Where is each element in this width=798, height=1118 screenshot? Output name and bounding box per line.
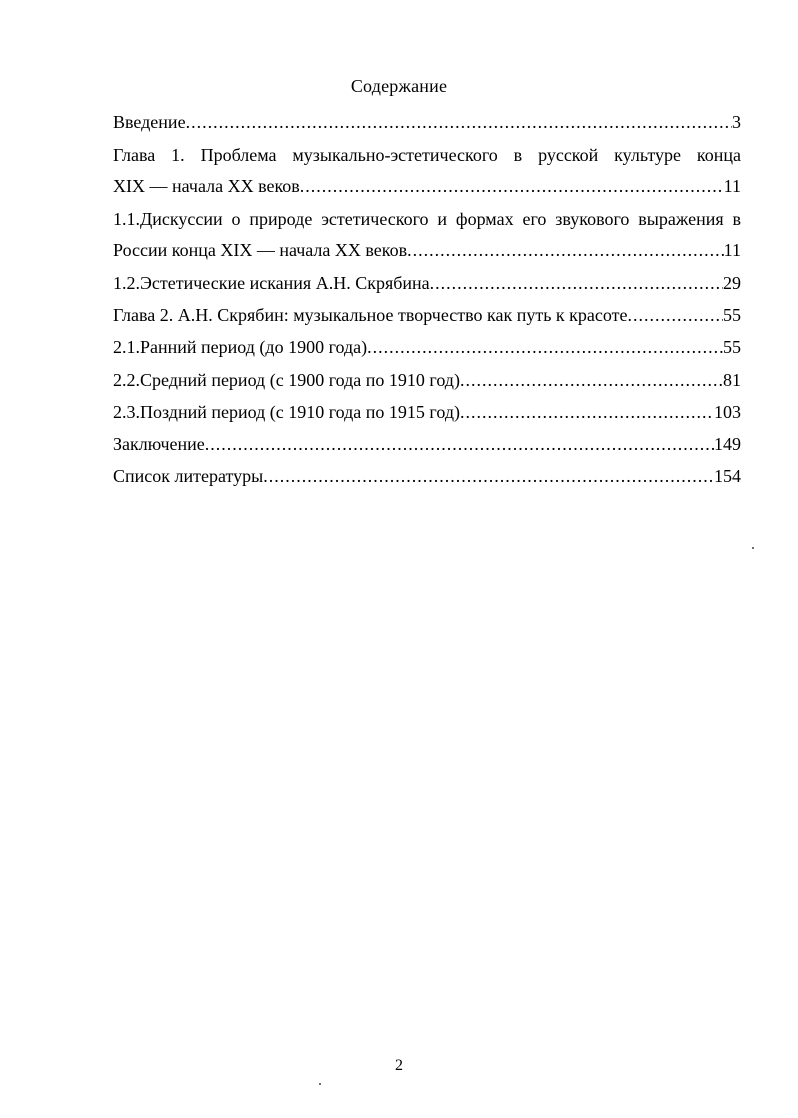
dot-leader <box>460 368 723 392</box>
toc-entry-section-2-2 <box>113 368 741 392</box>
dot-leader <box>407 238 724 262</box>
toc-entry-label: Список литературы <box>113 466 264 486</box>
toc-entry-page: 154 <box>714 466 741 486</box>
dot-leader <box>186 110 732 134</box>
toc-entry-references <box>113 464 741 488</box>
page-number: 2 <box>395 1057 403 1074</box>
toc-entry-label: 1.2.Эстетические искания А.Н. Скрябина <box>113 273 430 293</box>
page-title: Содержание <box>350 76 448 96</box>
toc-entry-label: 1.1.Дискуссии о природе эстетического и формах его звукового выражения в <box>113 209 741 229</box>
toc-entry-page: 149 <box>714 434 741 454</box>
toc-entry-label: Глава 2. А.Н. Скрябин: музыкальное творчество как путь к красоте <box>113 305 628 325</box>
dot-leader <box>300 174 724 198</box>
toc-entry-label: Глава 1. Проблема музыкально-эстетического в русской культуре конца <box>113 145 741 165</box>
toc-entry-page: 3 <box>732 112 741 132</box>
toc-entry-label: 2.2.Средний период (с 1900 года по 1910 год) <box>113 370 460 390</box>
toc-entry-section-1-2 <box>113 271 741 295</box>
dot-leader <box>263 464 714 488</box>
dot-leader <box>205 432 714 456</box>
toc-entry-section-1-1-line-2 <box>113 238 741 262</box>
toc-entry-label: 2.1.Ранний период (до 1900 года) <box>113 337 368 357</box>
scan-speck <box>319 1083 321 1085</box>
toc-entry-chapter-1-line-2 <box>113 174 741 198</box>
toc-entry-page: 81 <box>723 370 741 390</box>
toc-entry-label: XIX — начала XX веков <box>113 176 300 196</box>
toc-entry-page: 55 <box>723 337 741 357</box>
toc-entry-page: 11 <box>723 176 741 196</box>
dot-leader <box>460 400 714 424</box>
toc-entry-page: 103 <box>714 402 741 422</box>
toc-entry-page: 29 <box>723 273 741 293</box>
dot-leader <box>430 271 723 295</box>
toc-entry-label: Введение <box>113 112 186 132</box>
dot-leader <box>628 303 724 327</box>
toc-entry-page: 55 <box>723 305 741 325</box>
toc-entry-intro <box>113 110 741 134</box>
toc-entry-page: 11 <box>723 240 741 260</box>
toc-entry-label: Заключение <box>113 434 205 454</box>
toc-entry-chapter-1-line-1 <box>113 143 741 167</box>
toc-entry-conclusion <box>113 432 741 456</box>
toc-entry-section-1-1-line-1 <box>113 207 741 231</box>
scan-speck <box>752 547 754 549</box>
toc-entry-label: 2.3.Поздний период (с 1910 года по 1915 год) <box>113 402 460 422</box>
toc-entry-label: России конца XIX — начала XX веков <box>113 240 408 260</box>
toc-entry-section-2-3 <box>113 400 741 424</box>
toc-entry-chapter-2 <box>113 303 741 327</box>
toc-entry-section-2-1 <box>113 335 741 359</box>
dot-leader <box>367 335 723 359</box>
